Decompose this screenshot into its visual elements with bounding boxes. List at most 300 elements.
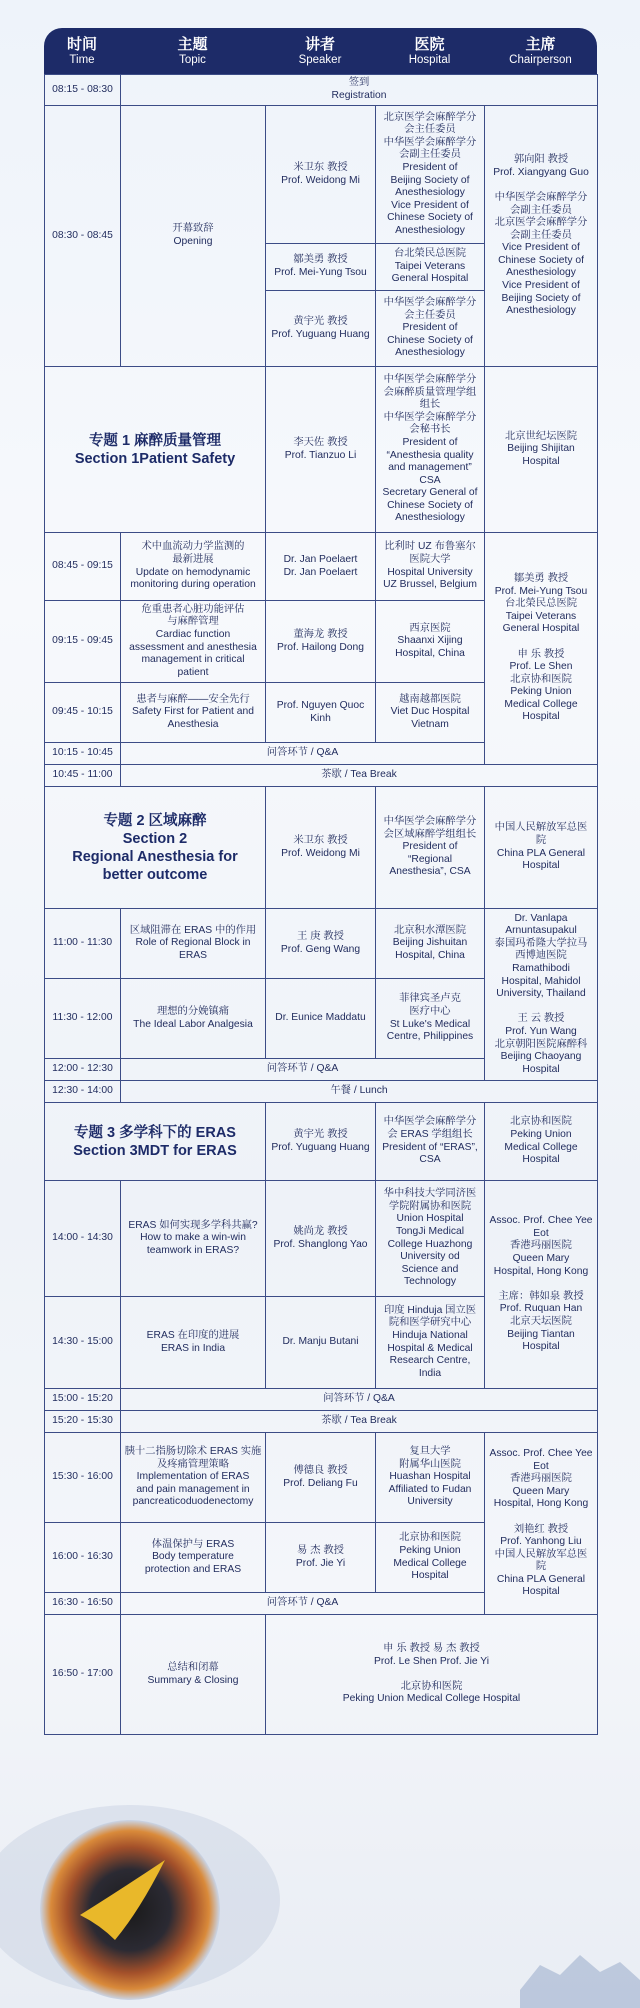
text-line [487, 1001, 595, 1014]
text-line: 北京协和医院 [399, 1532, 461, 1544]
hospital-cell [376, 1103, 485, 1181]
time-cell: 08:45 - 09:15 [45, 533, 121, 601]
text-line [487, 1511, 595, 1524]
header-label-zh: 主席 [525, 35, 556, 53]
speaker-cell [266, 1523, 376, 1593]
text-line: 组长 [419, 399, 441, 411]
text-line: The Ideal Labor Analgesia [133, 1018, 253, 1030]
time-cell: 10:45 - 11:00 [45, 765, 121, 787]
text-line: Hospital [411, 1570, 449, 1582]
text-line: 西博迪医院 [515, 950, 567, 962]
header-label-en: Time [69, 53, 95, 66]
section-title [45, 1103, 266, 1181]
text-line: Anesthesiology [506, 305, 576, 317]
text-line: Anesthesiology [395, 187, 465, 199]
text-line: India [418, 1367, 442, 1379]
text-line: 医疗中心 [409, 1005, 451, 1017]
text-line: China PLA General [496, 847, 586, 859]
agenda-table [44, 74, 598, 1735]
text-line: Shaanxi Xijing [397, 635, 463, 647]
text-line: protection and ERAS [144, 1563, 242, 1575]
text-line [487, 636, 595, 649]
topic-cell [121, 1523, 266, 1593]
text-line [487, 1278, 595, 1291]
text-line: Assoc. Prof. Chee Yee [489, 1215, 593, 1227]
text-line: Dr. Jan Poelaert [283, 566, 358, 578]
text-line: Peking Union Medical College Hospital [342, 1693, 521, 1705]
text-line: 中华医学会麻醉学分 [383, 373, 477, 385]
text-line: 王 云 教授 [517, 1013, 565, 1025]
text-line: Chinese Society of [387, 499, 473, 511]
text-line: 北京世纪坛医院 [504, 430, 578, 442]
text-line [487, 179, 595, 192]
text-line: 附属华山医院 [399, 1458, 461, 1470]
hospital-cell [376, 1181, 485, 1297]
table-row [45, 1389, 598, 1411]
text-line: 最新进展 [172, 553, 214, 565]
text-line: ERAS in India [160, 1342, 226, 1354]
chair-cell [485, 1103, 598, 1181]
table-row [45, 533, 598, 601]
chair-cell [485, 106, 598, 367]
text-line: General Hospital [502, 623, 580, 635]
text-line: 总结和闭幕 [167, 1661, 219, 1673]
text-line: Medical College [393, 1557, 467, 1569]
chair-cell [485, 367, 598, 533]
text-line: Prof. Yuguang Huang [271, 328, 370, 340]
text-line: 会区域麻醉学组组长 [383, 828, 477, 840]
text-line: 黄宇光 教授 [293, 1128, 348, 1140]
text-line: Prof. Hailong Dong [276, 641, 364, 653]
text-line: Prof. Mei-Yung Tsou [494, 585, 588, 597]
text-line: 台北榮民总医院 [504, 598, 578, 610]
text-line: Prof. Weidong Mi [281, 174, 360, 186]
text-line: Medical College [504, 1141, 578, 1153]
text-line: and management” [388, 462, 472, 474]
hospital-cell [376, 533, 485, 601]
text-line: 香港玛丽医院 [510, 1240, 572, 1252]
table-row [45, 1615, 598, 1735]
text-line: Hospital University [387, 566, 473, 578]
text-line: Beijing Tiantan [507, 1328, 575, 1340]
text-line: Anesthesiology [395, 347, 465, 359]
text-line: Research Centre, [389, 1355, 471, 1367]
text-line: Medical College [504, 698, 578, 710]
text-line: 北京天坛医院 [510, 1315, 572, 1327]
text-line: Prof. Mei-Yung Tsou [274, 267, 367, 278]
header-speaker [265, 28, 375, 74]
time-cell: 14:30 - 15:00 [45, 1297, 121, 1389]
text-line: Dr. Jan Poelaert [283, 553, 358, 565]
text-line: 中华医学会麻醉学分 [383, 411, 477, 423]
text-line: Hospital, Hong Kong [493, 1498, 589, 1510]
hospital-cell [376, 367, 485, 533]
text-line: 会秘书长 [409, 424, 451, 436]
agenda-header [44, 28, 597, 74]
text-line: Prof. Nguyen Quoc [276, 699, 365, 711]
text-line: 区域阻滞在 ERAS 中的作用 [129, 924, 257, 936]
text-line: teamwork in ERAS? [146, 1244, 240, 1256]
text-line: Hospital [522, 1341, 560, 1353]
text-line: 香港玛丽医院 [510, 1473, 572, 1485]
text-line: General Hospital [391, 273, 469, 285]
table-row [45, 787, 598, 909]
speaker-cell [266, 909, 376, 979]
text-line: 北京协和医院 [510, 673, 572, 685]
text-line: Dr. Eunice Maddatu [275, 1012, 366, 1024]
text-line: 院 [535, 1561, 547, 1573]
hospital-cell [376, 1523, 485, 1593]
text-line: 中国人民解放军总医 [494, 1548, 588, 1560]
closing-chairs-cell [266, 1615, 598, 1735]
text-line: Technology [403, 1276, 457, 1288]
text-line: Prof. Le Shen [509, 661, 573, 673]
text-line: Huashan Hospital [389, 1471, 471, 1483]
text-line: 复旦大学 [409, 1446, 451, 1458]
table-row [45, 765, 598, 787]
text-line: Prof. Tianzuo Li [284, 449, 357, 461]
header-label-zh: 讲者 [304, 35, 335, 53]
text-line: Cardiac function [155, 628, 231, 640]
text-line: 会副主任委员 [510, 204, 572, 216]
text-line: 中国人民解放军总医 [494, 822, 588, 834]
text-line: President of [402, 161, 458, 173]
hospital-cell [376, 787, 485, 909]
time-cell: 12:00 - 12:30 [45, 1059, 121, 1081]
table-row [45, 1103, 598, 1181]
text-line: 菲律宾圣卢克 [399, 993, 461, 1005]
topic-cell [121, 533, 266, 601]
topic-cell [121, 1433, 266, 1523]
header-chairperson [484, 28, 597, 74]
text-line: Centre, Philippines [386, 1031, 474, 1043]
time-cell: 14:00 - 14:30 [45, 1181, 121, 1297]
time-cell: 15:20 - 15:30 [45, 1411, 121, 1433]
text-line: Beijing Society of [501, 292, 581, 304]
speaker-cell [266, 1103, 376, 1181]
time-cell: 08:15 - 08:30 [45, 75, 121, 106]
text-line: Prof. Deliang Fu [283, 1477, 358, 1489]
text-line: Prof. Le Shen Prof. Jie Yi [373, 1655, 490, 1667]
text-line: University od [400, 1251, 460, 1263]
text-line: Beijing Shijitan [507, 443, 575, 455]
qa-cell: 问答环节 / Q&A [121, 1389, 598, 1411]
table-row [45, 1181, 598, 1297]
speaker-cell [266, 601, 376, 683]
header-label-zh: 主题 [177, 35, 208, 53]
table-row [45, 1433, 598, 1523]
time-cell: 08:30 - 08:45 [45, 106, 121, 367]
text-line: St Luke's Medical [389, 1018, 471, 1030]
text-line: 院 [535, 834, 547, 846]
section-title [45, 787, 266, 909]
text-line: CSA [419, 1154, 441, 1166]
text-line: Registration [331, 90, 387, 101]
header-label-en: Topic [179, 53, 206, 66]
qa-cell: 问答环节 / Q&A [121, 743, 485, 765]
text-line: Hospital [522, 1586, 560, 1598]
text-line: Hinduja National [392, 1329, 468, 1341]
text-line: Hospital, China [395, 949, 465, 961]
text-line: Peking Union [399, 1544, 461, 1556]
text-line: 胰十二指肠切除术 ERAS 实施 [124, 1446, 262, 1458]
text-line: Affiliated to Fudan [388, 1483, 472, 1495]
hospital-cell [376, 909, 485, 979]
text-line: 北京协和医院 [400, 1680, 463, 1692]
text-line: Beijing Chaoyang [500, 1051, 582, 1063]
time-cell: 11:30 - 12:00 [45, 979, 121, 1059]
speaker-cell [266, 244, 376, 291]
text-line: 刘艳红 教授 [513, 1523, 569, 1535]
text-line: 郭向阳 教授 [513, 154, 569, 166]
speaker-cell [266, 1297, 376, 1389]
text-line: Science and [401, 1263, 459, 1275]
text-line [268, 1668, 595, 1681]
text-line: “Regional [407, 853, 453, 865]
speaker-cell [266, 979, 376, 1059]
text-line: Taipei Veterans [505, 610, 577, 622]
speaker-cell [266, 106, 376, 244]
text-line: 会副主任委员 [399, 149, 461, 161]
text-line: 申 乐 教授 易 杰 教授 [383, 1643, 480, 1655]
text-line: 中华医学会麻醉学分 [383, 297, 477, 309]
text-line: Anesthesia”, CSA [389, 866, 471, 878]
text-line: 会主任委员 [404, 309, 456, 321]
text-line: 院和医学研究中心 [388, 1317, 472, 1329]
table-row [45, 1081, 598, 1103]
topic-cell [121, 1181, 266, 1297]
header-topic [120, 28, 265, 74]
text-line: 北京朝阳医院麻醉科 [494, 1038, 588, 1050]
text-line: Hospital [522, 711, 560, 723]
header-label-en: Speaker [298, 53, 342, 66]
text-line: Vice President of [502, 242, 580, 254]
text-line: and pain management in [136, 1483, 250, 1495]
text-line: Assoc. Prof. Chee Yee [489, 1447, 593, 1459]
text-line: 姚尚龙 教授 [293, 1225, 348, 1237]
text-line: How to make a win-win [140, 1232, 246, 1244]
text-line: Hospital [522, 1154, 560, 1166]
text-line: 鄒美勇 教授 [513, 572, 569, 584]
table-row [45, 367, 598, 533]
text-line: President of [402, 436, 458, 448]
text-line: ERAS [178, 949, 208, 961]
text-line: Anesthesia [167, 718, 219, 730]
text-line: 会 ERAS 学组组长 [387, 1128, 473, 1140]
break-cell: 茶歇 / Tea Break [121, 1411, 598, 1433]
time-cell: 16:30 - 16:50 [45, 1593, 121, 1615]
table-row [45, 75, 598, 106]
text-line: 开幕致辞 [172, 223, 214, 235]
text-line: Kinh [310, 712, 331, 724]
topic-cell [121, 106, 266, 367]
text-line: Queen Mary [512, 1253, 570, 1265]
text-line: Beijing Jishuitan [392, 937, 468, 949]
speaker-cell [266, 533, 376, 601]
topic-cell [121, 601, 266, 683]
text-line: Vice President of [502, 280, 580, 292]
time-cell: 09:45 - 10:15 [45, 683, 121, 743]
text-line: 台北榮民总医院 [393, 248, 467, 260]
text-line: Hospital [522, 455, 560, 467]
text-line: TongJi Medical [395, 1225, 465, 1237]
text-line: Prof. Weidong Mi [281, 847, 360, 859]
text-line: better outcome [102, 866, 208, 883]
text-line: Dr. Manju Butani [282, 1336, 359, 1348]
text-line: 会主任委员 [404, 124, 456, 136]
text-line: 易 杰 教授 [297, 1544, 344, 1556]
header-label-en: Chairperson [509, 53, 572, 66]
lunch-cell: 午餐 / Lunch [121, 1081, 598, 1103]
text-line: 术中血流动力学监测的 [141, 541, 245, 553]
text-line: Taipei Veterans [394, 260, 466, 272]
text-line: Section 3MDT for ERAS [73, 1142, 237, 1159]
registration-cell [121, 75, 598, 106]
text-line: 及疼痛管理策略 [156, 1458, 230, 1470]
topic-cell [121, 1615, 266, 1735]
header-label-zh: 时间 [66, 35, 97, 53]
speaker-cell [266, 1181, 376, 1297]
text-line: Update on hemodynamic [135, 566, 251, 578]
text-line: Prof. Yun Wang [505, 1025, 577, 1037]
text-line: Prof. Yanhong Liu [500, 1536, 582, 1548]
chair-cell [485, 909, 598, 1081]
text-line: 申 乐 教授 [517, 648, 565, 660]
text-line: Vice President of [391, 199, 469, 211]
text-line: management in critical [141, 654, 245, 666]
text-line: 中华医学会麻醉学分 [383, 136, 477, 148]
text-line: 体温保护与 ERAS [151, 1538, 235, 1550]
speaker-cell [266, 1433, 376, 1523]
text-line: 西京医院 [409, 622, 451, 634]
hospital-cell [376, 601, 485, 683]
text-line: 会麻醉质量管理学组 [383, 386, 477, 398]
text-line: Hospital, Mahidol [501, 975, 581, 987]
text-line: 专题 1 麻醉质量管理 [88, 432, 222, 449]
hospital-cell [376, 244, 485, 291]
hospital-cell [376, 979, 485, 1059]
hospital-cell [376, 1433, 485, 1523]
speaker-cell [266, 683, 376, 743]
text-line: Hospital & Medical [387, 1342, 473, 1354]
text-line: 专题 3 多学科下的 ERAS [74, 1124, 236, 1141]
header-label-zh: 医院 [414, 35, 445, 53]
text-line: ERAS 如何实现多学科共赢? [128, 1219, 258, 1231]
text-line: Chinese Society of [387, 334, 473, 346]
text-line: Regional Anesthesia for [72, 848, 238, 865]
text-line: Section 2 [122, 830, 188, 847]
text-line: patient [177, 666, 209, 678]
text-line: Prof. Ruquan Han [499, 1303, 583, 1315]
topic-cell [121, 683, 266, 743]
hospital-cell [376, 683, 485, 743]
section-title [45, 367, 266, 533]
text-line: 理想的分娩镇痛 [156, 1005, 230, 1017]
text-line: CSA [419, 474, 441, 486]
text-line: 北京积水潭医院 [393, 924, 467, 936]
text-line: 危重患者心脏功能评估 [141, 603, 245, 615]
time-cell: 16:00 - 16:30 [45, 1523, 121, 1593]
text-line: 与麻醉管理 [167, 616, 219, 628]
text-line: 印度 Hinduja 国立医 [383, 1304, 477, 1316]
text-line: 中华医学会麻醉学分 [383, 1116, 477, 1128]
text-line: Dr. Vanlapa [514, 912, 568, 924]
text-line: Prof. Geng Wang [280, 943, 361, 955]
text-line: Hospital, Hong Kong [493, 1265, 589, 1277]
text-line: Hospital, China [395, 647, 465, 659]
text-line: Peking Union [510, 686, 572, 698]
text-line: Hospital [522, 860, 560, 872]
text-line: 北京医学会麻醉学分 [383, 111, 477, 123]
text-line: Eot [533, 1460, 549, 1472]
text-line: University [407, 1496, 453, 1508]
text-line: ERAS 在印度的进展 [146, 1329, 240, 1341]
text-line: Prof. Xiangyang Guo [493, 166, 589, 178]
hospital-cell [376, 106, 485, 244]
header-hospital [375, 28, 484, 74]
time-cell: 16:50 - 17:00 [45, 1615, 121, 1735]
text-line: Summary & Closing [147, 1674, 239, 1686]
text-line: 主席：韩如泉 教授 [498, 1290, 584, 1302]
table-row [45, 106, 598, 244]
text-line: monitoring during operation [130, 579, 256, 591]
text-line: 北京医学会麻醉学分 [494, 217, 588, 229]
time-cell: 15:30 - 16:00 [45, 1433, 121, 1523]
chair-cell [485, 1181, 598, 1389]
text-line: Prof. Yuguang Huang [271, 1141, 370, 1153]
text-line: 专题 2 区域麻醉 [103, 812, 207, 829]
text-line: 患者与麻醉——安全先行 [136, 693, 250, 705]
text-line: 越南越都医院 [399, 693, 461, 705]
speaker-cell [266, 787, 376, 909]
speaker-cell [266, 291, 376, 367]
text-line: 中华医学会麻醉学分 [383, 816, 477, 828]
text-line: Eot [533, 1227, 549, 1239]
text-line: 签到 [348, 77, 370, 89]
text-line: Section 1Patient Safety [74, 450, 236, 467]
text-line: Viet Duc Hospital [390, 706, 470, 718]
decorative-eye-logo [0, 1740, 640, 2008]
text-line: Anesthesiology [506, 267, 576, 279]
text-line: Anesthesiology [395, 224, 465, 236]
text-line: Prof. Shanglong Yao [273, 1238, 368, 1250]
text-line: 米卫东 教授 [293, 834, 348, 846]
text-line: 黄宇光 教授 [293, 315, 348, 327]
text-line: China PLA General [496, 1573, 586, 1585]
text-line: Vietnam [411, 718, 449, 730]
topic-cell [121, 1297, 266, 1389]
topic-cell [121, 909, 266, 979]
text-line: Secretary General of [382, 487, 478, 499]
text-line: 学院附属协和医院 [388, 1200, 472, 1212]
text-line: assessment and anesthesia [129, 641, 257, 653]
text-line: 王 庚 教授 [297, 930, 344, 942]
topic-cell [121, 979, 266, 1059]
qa-cell: 问答环节 / Q&A [121, 1593, 485, 1615]
break-cell: 茶歇 / Tea Break [121, 765, 598, 787]
text-line: Chinese Society of [387, 212, 473, 224]
time-cell: 10:15 - 10:45 [45, 743, 121, 765]
text-line: 泰国玛希隆大学拉马 [494, 937, 588, 949]
text-line: 北京协和医院 [510, 1116, 572, 1128]
hospital-cell [376, 1297, 485, 1389]
text-line: 董海龙 教授 [293, 628, 348, 640]
text-line: 比利时 UZ 布鲁塞尔 [384, 541, 476, 553]
text-line: President of “ERAS”, [382, 1141, 478, 1153]
text-line: Hospital [522, 1063, 560, 1075]
text-line: Beijing Society of [390, 174, 470, 186]
text-line: Peking Union [510, 1128, 572, 1140]
